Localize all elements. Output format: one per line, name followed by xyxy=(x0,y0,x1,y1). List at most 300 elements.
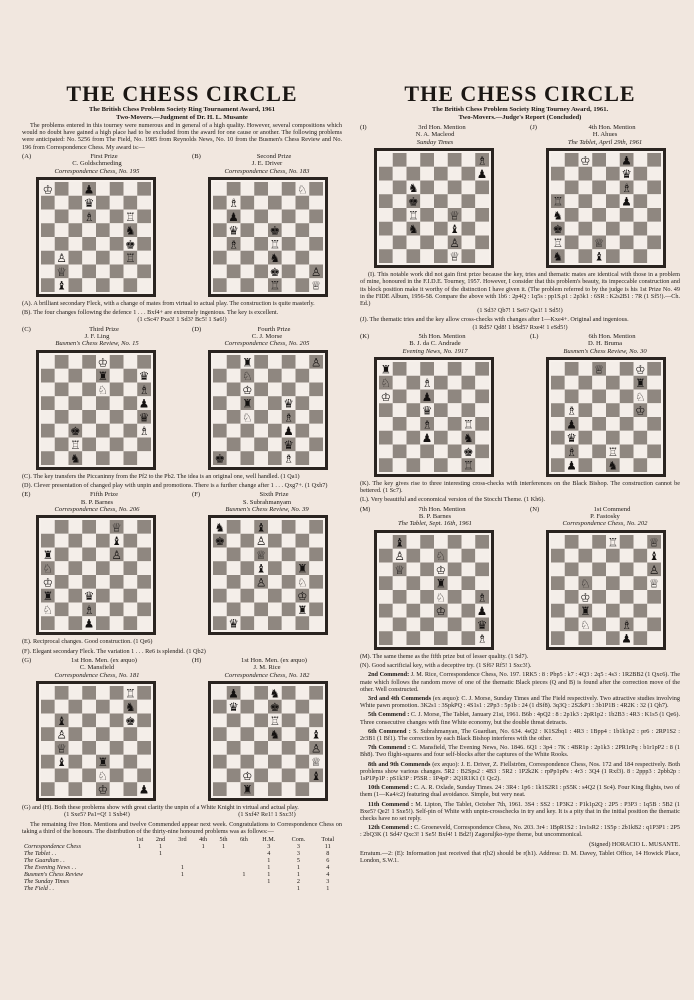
chess-piece-icon xyxy=(297,562,307,576)
board-square xyxy=(282,278,296,292)
chess-piece-icon xyxy=(70,451,80,464)
table-cell: 3 xyxy=(326,877,330,885)
board-square xyxy=(254,223,268,237)
board-square xyxy=(393,590,407,604)
board-square xyxy=(110,369,124,383)
board-square xyxy=(55,686,69,700)
table-cell: 1 xyxy=(180,870,184,878)
commend-paragraph: 2nd Commend: J. M. Rice, Correspondence Chess, No. 197. 1RK5 : 8 : Pbp5 : k7 : 4Q3 : 2q5 : 4s3 : 1R2BB2 (1 Qxc6). The mate which follows the random move of one of the thematic Black pieces (Q and B) is found after the correction move of the other. Well constructed. xyxy=(360,671,681,693)
board-square xyxy=(647,445,661,459)
board-square xyxy=(448,417,462,431)
chess-piece-icon xyxy=(635,404,645,418)
chess-piece-icon xyxy=(436,549,446,563)
board-square xyxy=(110,700,124,714)
board-square xyxy=(227,755,241,769)
board-square xyxy=(55,700,69,714)
chess-piece-icon xyxy=(56,714,66,728)
board-square xyxy=(579,249,593,263)
chess-piece-icon xyxy=(477,604,487,618)
chess-piece-icon xyxy=(242,769,252,783)
table-cell: 1 xyxy=(267,870,271,878)
board-square xyxy=(110,755,124,769)
board-square xyxy=(268,182,282,196)
board-square xyxy=(579,631,593,645)
board-square xyxy=(634,417,648,431)
board-square xyxy=(592,445,606,459)
board-square xyxy=(606,362,620,376)
board-square xyxy=(393,208,407,222)
board-square xyxy=(241,548,255,562)
board-square xyxy=(296,700,310,714)
board-square xyxy=(592,194,606,208)
board-square xyxy=(82,727,96,741)
board-square xyxy=(227,396,241,410)
board-square xyxy=(647,604,661,618)
board-square xyxy=(268,755,282,769)
key-h: (1 Sxf4? Re1! 1 Sxc3!) xyxy=(238,811,296,819)
board-square xyxy=(213,196,227,210)
commend-paragraph: 3rd and 4th Commends (ex æquo): C. J. Morse, Sunday Times and The Field respectively. Two attractive studies involving White pawn promotion. 3K2s1 : 3SpkPQ : 4S1s1 : 2Pp3 : 5p1b : 24 (1 dSf8). 3q3Q : 2S2kP1 : 3b1P1B : 4R2K : 32 (1 Qh7). xyxy=(360,694,680,710)
board-square xyxy=(462,535,476,549)
board-square xyxy=(282,769,296,783)
board-square xyxy=(96,686,110,700)
board-square xyxy=(296,410,310,424)
board-square xyxy=(620,390,634,404)
board-square xyxy=(606,631,620,645)
chess-piece-icon xyxy=(56,755,66,769)
table-cell: 1 xyxy=(296,863,300,871)
board-square xyxy=(620,403,634,417)
table-cell: 2 xyxy=(296,877,300,885)
board-square xyxy=(227,278,241,292)
prize-i: (I) 3rd Hon. Mention N. A. Macleod Sunday Times xyxy=(360,124,466,146)
chess-piece-icon xyxy=(111,521,121,535)
chess-board-k xyxy=(374,357,494,477)
board-square xyxy=(551,181,565,195)
board-square xyxy=(407,549,421,563)
table-cell: 1 xyxy=(326,884,330,892)
chess-board-b xyxy=(208,177,328,297)
chess-piece-icon xyxy=(553,195,563,209)
board-square xyxy=(620,362,634,376)
board-square xyxy=(606,417,620,431)
note-n: (N). Good sacrificial key, with a deceptive try. (1 Sf6? Rf5! 1 Sxc3!). xyxy=(360,662,532,670)
board-square xyxy=(407,249,421,263)
board-square xyxy=(579,181,593,195)
board-square xyxy=(254,755,268,769)
board-square xyxy=(309,700,323,714)
board-square xyxy=(41,686,55,700)
board-square xyxy=(124,410,138,424)
board-square xyxy=(241,520,255,534)
board-square xyxy=(55,182,69,196)
board-square xyxy=(96,714,110,728)
board-square xyxy=(407,167,421,181)
board-square xyxy=(96,562,110,576)
chess-piece-icon xyxy=(228,210,238,224)
board-square xyxy=(475,562,489,576)
chess-piece-icon xyxy=(649,549,659,563)
note-a: (A). A brilliant secondary Fleck, with a change of mates from virtual to actual play. The construction is quite masterly. xyxy=(22,300,315,308)
board-square xyxy=(565,617,579,631)
board-square xyxy=(634,445,648,459)
board-square xyxy=(41,769,55,783)
board-square xyxy=(137,755,151,769)
board-square xyxy=(634,535,648,549)
board-square xyxy=(420,362,434,376)
board-square xyxy=(213,396,227,410)
board-square xyxy=(296,617,310,631)
chess-piece-icon xyxy=(98,783,108,796)
board-square xyxy=(213,382,227,396)
board-square xyxy=(69,223,83,237)
board-square xyxy=(227,451,241,465)
board-square xyxy=(124,451,138,465)
board-square xyxy=(393,403,407,417)
board-square xyxy=(462,236,476,250)
board-square xyxy=(254,237,268,251)
board-square xyxy=(309,369,323,383)
board-square xyxy=(227,575,241,589)
board-square xyxy=(620,249,634,263)
board-square xyxy=(254,265,268,279)
board-square xyxy=(475,222,489,236)
prize-d: (D) Fourth Prize C. J. Morse Correspondence Chess, No. 205 xyxy=(192,325,310,348)
chess-board-diagram xyxy=(41,355,151,465)
board-square xyxy=(268,396,282,410)
table-cell: 1 xyxy=(267,877,271,885)
note-gh: (G) and (H). Both these problems show with great clarity the unpin of a White Knight in virtual and actual play. xyxy=(22,804,299,812)
chess-piece-icon xyxy=(125,714,135,728)
board-square xyxy=(69,369,83,383)
table-cell xyxy=(234,843,254,850)
board-square xyxy=(434,208,448,222)
table-cell xyxy=(234,864,254,871)
board-square xyxy=(82,562,96,576)
board-square xyxy=(296,686,310,700)
board-square xyxy=(137,182,151,196)
board-square xyxy=(407,458,421,472)
table-cell xyxy=(254,885,283,892)
board-square xyxy=(69,410,83,424)
board-square xyxy=(69,196,83,210)
table-cell: 1 xyxy=(242,870,246,878)
prize-n: (N) 1st Commend P. Fastosky Correspondence Chess, No. 202 xyxy=(530,505,648,528)
board-square xyxy=(241,575,255,589)
board-square xyxy=(96,451,110,465)
board-square xyxy=(227,382,241,396)
board-square xyxy=(592,631,606,645)
table-cell: 1 xyxy=(180,863,184,871)
board-square xyxy=(213,769,227,783)
board-square xyxy=(268,782,282,796)
board-square xyxy=(69,548,83,562)
board-square xyxy=(462,549,476,563)
table-cell xyxy=(149,885,172,892)
chess-piece-icon xyxy=(635,376,645,390)
board-square xyxy=(282,727,296,741)
board-square xyxy=(606,431,620,445)
board-square xyxy=(41,265,55,279)
board-square xyxy=(420,576,434,590)
board-square xyxy=(551,576,565,590)
chess-board-diagram xyxy=(41,182,151,292)
chess-piece-icon xyxy=(56,741,66,755)
board-square xyxy=(420,208,434,222)
board-square xyxy=(124,534,138,548)
board-square xyxy=(110,769,124,783)
chess-piece-icon xyxy=(84,210,94,224)
board-square xyxy=(393,194,407,208)
board-square xyxy=(434,362,448,376)
board-square xyxy=(448,445,462,459)
board-square xyxy=(475,208,489,222)
board-square xyxy=(96,278,110,292)
distribution-table xyxy=(22,836,342,892)
chess-piece-icon xyxy=(215,451,225,464)
chess-piece-icon xyxy=(394,535,404,549)
board-square xyxy=(227,741,241,755)
chess-piece-icon xyxy=(297,576,307,590)
board-square xyxy=(227,265,241,279)
chess-board-diagram xyxy=(379,153,489,263)
chess-piece-icon xyxy=(98,769,108,783)
board-square xyxy=(592,562,606,576)
chess-piece-icon xyxy=(242,410,252,424)
board-square xyxy=(551,604,565,618)
table-header: Com. xyxy=(291,835,306,843)
table-cell: 3 xyxy=(296,849,300,857)
board-square xyxy=(282,265,296,279)
board-square xyxy=(309,382,323,396)
board-square xyxy=(551,167,565,181)
board-square xyxy=(620,208,634,222)
board-square xyxy=(124,727,138,741)
commend-paragraph: 11th Commend : M. Lipton, The Tablet, October 7th, 1961. 3S4 : SS2 : 1P3K2 : P1k1p2Q : 2P5 : P3P3 : 1q5B : 5B2 (1 Bxe5? Qe2! 1 Sxe5!). Self-pin of White with unpin-crosschecks in try and key. It is a pity that in the initial position the thematic checks have no set reply. xyxy=(360,800,680,822)
chess-board-i xyxy=(374,148,494,268)
chess-piece-icon xyxy=(394,563,404,577)
board-square xyxy=(282,686,296,700)
board-square xyxy=(407,617,421,631)
board-square xyxy=(606,181,620,195)
chess-piece-icon xyxy=(580,576,590,590)
board-square xyxy=(634,617,648,631)
board-square xyxy=(124,424,138,438)
prize-e: (E) Fifth Prize B. P. Barnes Correspondence Chess, No. 206 xyxy=(22,491,140,514)
table-cell: 1 xyxy=(221,842,226,850)
table-header: 4th xyxy=(199,835,208,843)
board-square xyxy=(55,562,69,576)
board-square xyxy=(137,451,151,465)
chess-piece-icon xyxy=(608,535,618,549)
board-square xyxy=(647,617,661,631)
board-square xyxy=(462,590,476,604)
board-square xyxy=(634,194,648,208)
chess-piece-icon xyxy=(56,265,66,279)
board-square xyxy=(124,369,138,383)
chess-piece-icon xyxy=(408,181,418,195)
board-square xyxy=(565,549,579,563)
board-square xyxy=(69,382,83,396)
chess-piece-icon xyxy=(242,396,252,410)
board-square xyxy=(579,390,593,404)
table-cell: 1 xyxy=(159,849,163,857)
board-square xyxy=(620,535,634,549)
chess-piece-icon xyxy=(283,396,293,410)
chess-piece-icon xyxy=(594,236,604,250)
board-square xyxy=(55,782,69,796)
board-square xyxy=(82,265,96,279)
right-title: THE CHESS CIRCLE xyxy=(404,81,636,106)
board-square xyxy=(124,396,138,410)
table-cell xyxy=(130,878,149,885)
board-square xyxy=(124,575,138,589)
board-square xyxy=(96,196,110,210)
board-square xyxy=(634,562,648,576)
table-cell xyxy=(193,864,213,871)
board-square xyxy=(434,181,448,195)
board-square xyxy=(296,534,310,548)
board-square xyxy=(434,431,448,445)
board-square xyxy=(241,424,255,438)
table-cell: 3 xyxy=(296,842,300,850)
board-square xyxy=(434,249,448,263)
board-square xyxy=(647,417,661,431)
board-square xyxy=(110,223,124,237)
board-square xyxy=(41,278,55,292)
chess-piece-icon xyxy=(422,376,432,390)
board-square xyxy=(124,603,138,617)
table-cell xyxy=(213,864,233,871)
board-square xyxy=(579,167,593,181)
board-square xyxy=(124,196,138,210)
chess-piece-icon xyxy=(449,222,459,236)
board-square xyxy=(620,549,634,563)
board-square xyxy=(620,222,634,236)
table-cell xyxy=(234,857,254,864)
board-square xyxy=(448,390,462,404)
board-square xyxy=(296,755,310,769)
board-square xyxy=(592,181,606,195)
board-square xyxy=(420,222,434,236)
board-square xyxy=(124,617,138,631)
table-row xyxy=(22,885,342,892)
board-square xyxy=(282,520,296,534)
table-cell: The Tablet . . xyxy=(24,849,57,857)
board-square xyxy=(69,700,83,714)
board-square xyxy=(579,194,593,208)
chess-board-diagram xyxy=(213,520,323,630)
board-square xyxy=(96,223,110,237)
board-square xyxy=(96,210,110,224)
board-square xyxy=(434,631,448,645)
board-square xyxy=(254,182,268,196)
board-square xyxy=(137,265,151,279)
board-square xyxy=(82,223,96,237)
left-subtitle: The British Chess Problem Society Ring Tournament Award, 1961 xyxy=(88,106,276,113)
board-square xyxy=(41,727,55,741)
board-square xyxy=(579,376,593,390)
board-square xyxy=(647,458,661,472)
chess-piece-icon xyxy=(256,521,266,535)
board-square xyxy=(551,590,565,604)
board-square xyxy=(309,589,323,603)
board-square xyxy=(282,223,296,237)
board-square xyxy=(213,575,227,589)
board-square xyxy=(634,167,648,181)
board-square xyxy=(137,534,151,548)
board-square xyxy=(309,251,323,265)
board-square xyxy=(393,458,407,472)
board-square xyxy=(647,631,661,645)
board-square xyxy=(592,153,606,167)
board-square xyxy=(407,431,421,445)
chess-piece-icon xyxy=(566,417,576,431)
board-square xyxy=(268,437,282,451)
chess-piece-icon xyxy=(283,410,293,424)
chess-piece-icon xyxy=(477,618,487,632)
board-square xyxy=(647,167,661,181)
board-square xyxy=(296,251,310,265)
board-square xyxy=(379,617,393,631)
chess-piece-icon xyxy=(215,535,225,549)
board-square xyxy=(41,223,55,237)
board-square xyxy=(551,362,565,376)
prize-j: (J) 4th Hon. Mention H. Ahues The Tablet, April 29th, 1961 xyxy=(530,124,643,146)
board-square xyxy=(434,390,448,404)
chess-piece-icon xyxy=(125,237,135,251)
board-square xyxy=(41,237,55,251)
board-square xyxy=(268,369,282,383)
board-square xyxy=(254,210,268,224)
board-square xyxy=(551,445,565,459)
board-square xyxy=(137,196,151,210)
chess-piece-icon xyxy=(297,182,307,196)
chess-piece-icon xyxy=(297,590,307,604)
chess-piece-icon xyxy=(125,686,135,700)
chess-piece-icon xyxy=(270,728,280,742)
board-square xyxy=(565,153,579,167)
board-square xyxy=(137,237,151,251)
chess-piece-icon xyxy=(463,445,473,459)
board-square xyxy=(379,167,393,181)
chess-piece-icon xyxy=(621,618,631,632)
board-square xyxy=(55,237,69,251)
board-square xyxy=(634,431,648,445)
note-k: (K). The key gives rise to three interesting cross-checks with interferences on the Black Bishop. The construction cannot be bettered. (1 Sc7). xyxy=(360,480,680,495)
chess-piece-icon xyxy=(449,208,459,222)
board-square xyxy=(124,520,138,534)
chess-piece-icon xyxy=(125,700,135,714)
table-cell xyxy=(149,864,172,871)
board-square xyxy=(41,437,55,451)
board-square xyxy=(137,520,151,534)
chess-piece-icon xyxy=(566,445,576,459)
board-square xyxy=(41,700,55,714)
board-square xyxy=(606,376,620,390)
board-square xyxy=(647,153,661,167)
board-square xyxy=(565,194,579,208)
board-square xyxy=(420,631,434,645)
board-square xyxy=(268,769,282,783)
board-square xyxy=(620,562,634,576)
board-square xyxy=(475,376,489,390)
board-square xyxy=(69,741,83,755)
prize-f: (F) Sixth Prize S. Subrahmanyam Busmen's Chess Review, No. 39 xyxy=(192,491,309,514)
board-square xyxy=(393,153,407,167)
board-square xyxy=(41,520,55,534)
board-square xyxy=(96,700,110,714)
